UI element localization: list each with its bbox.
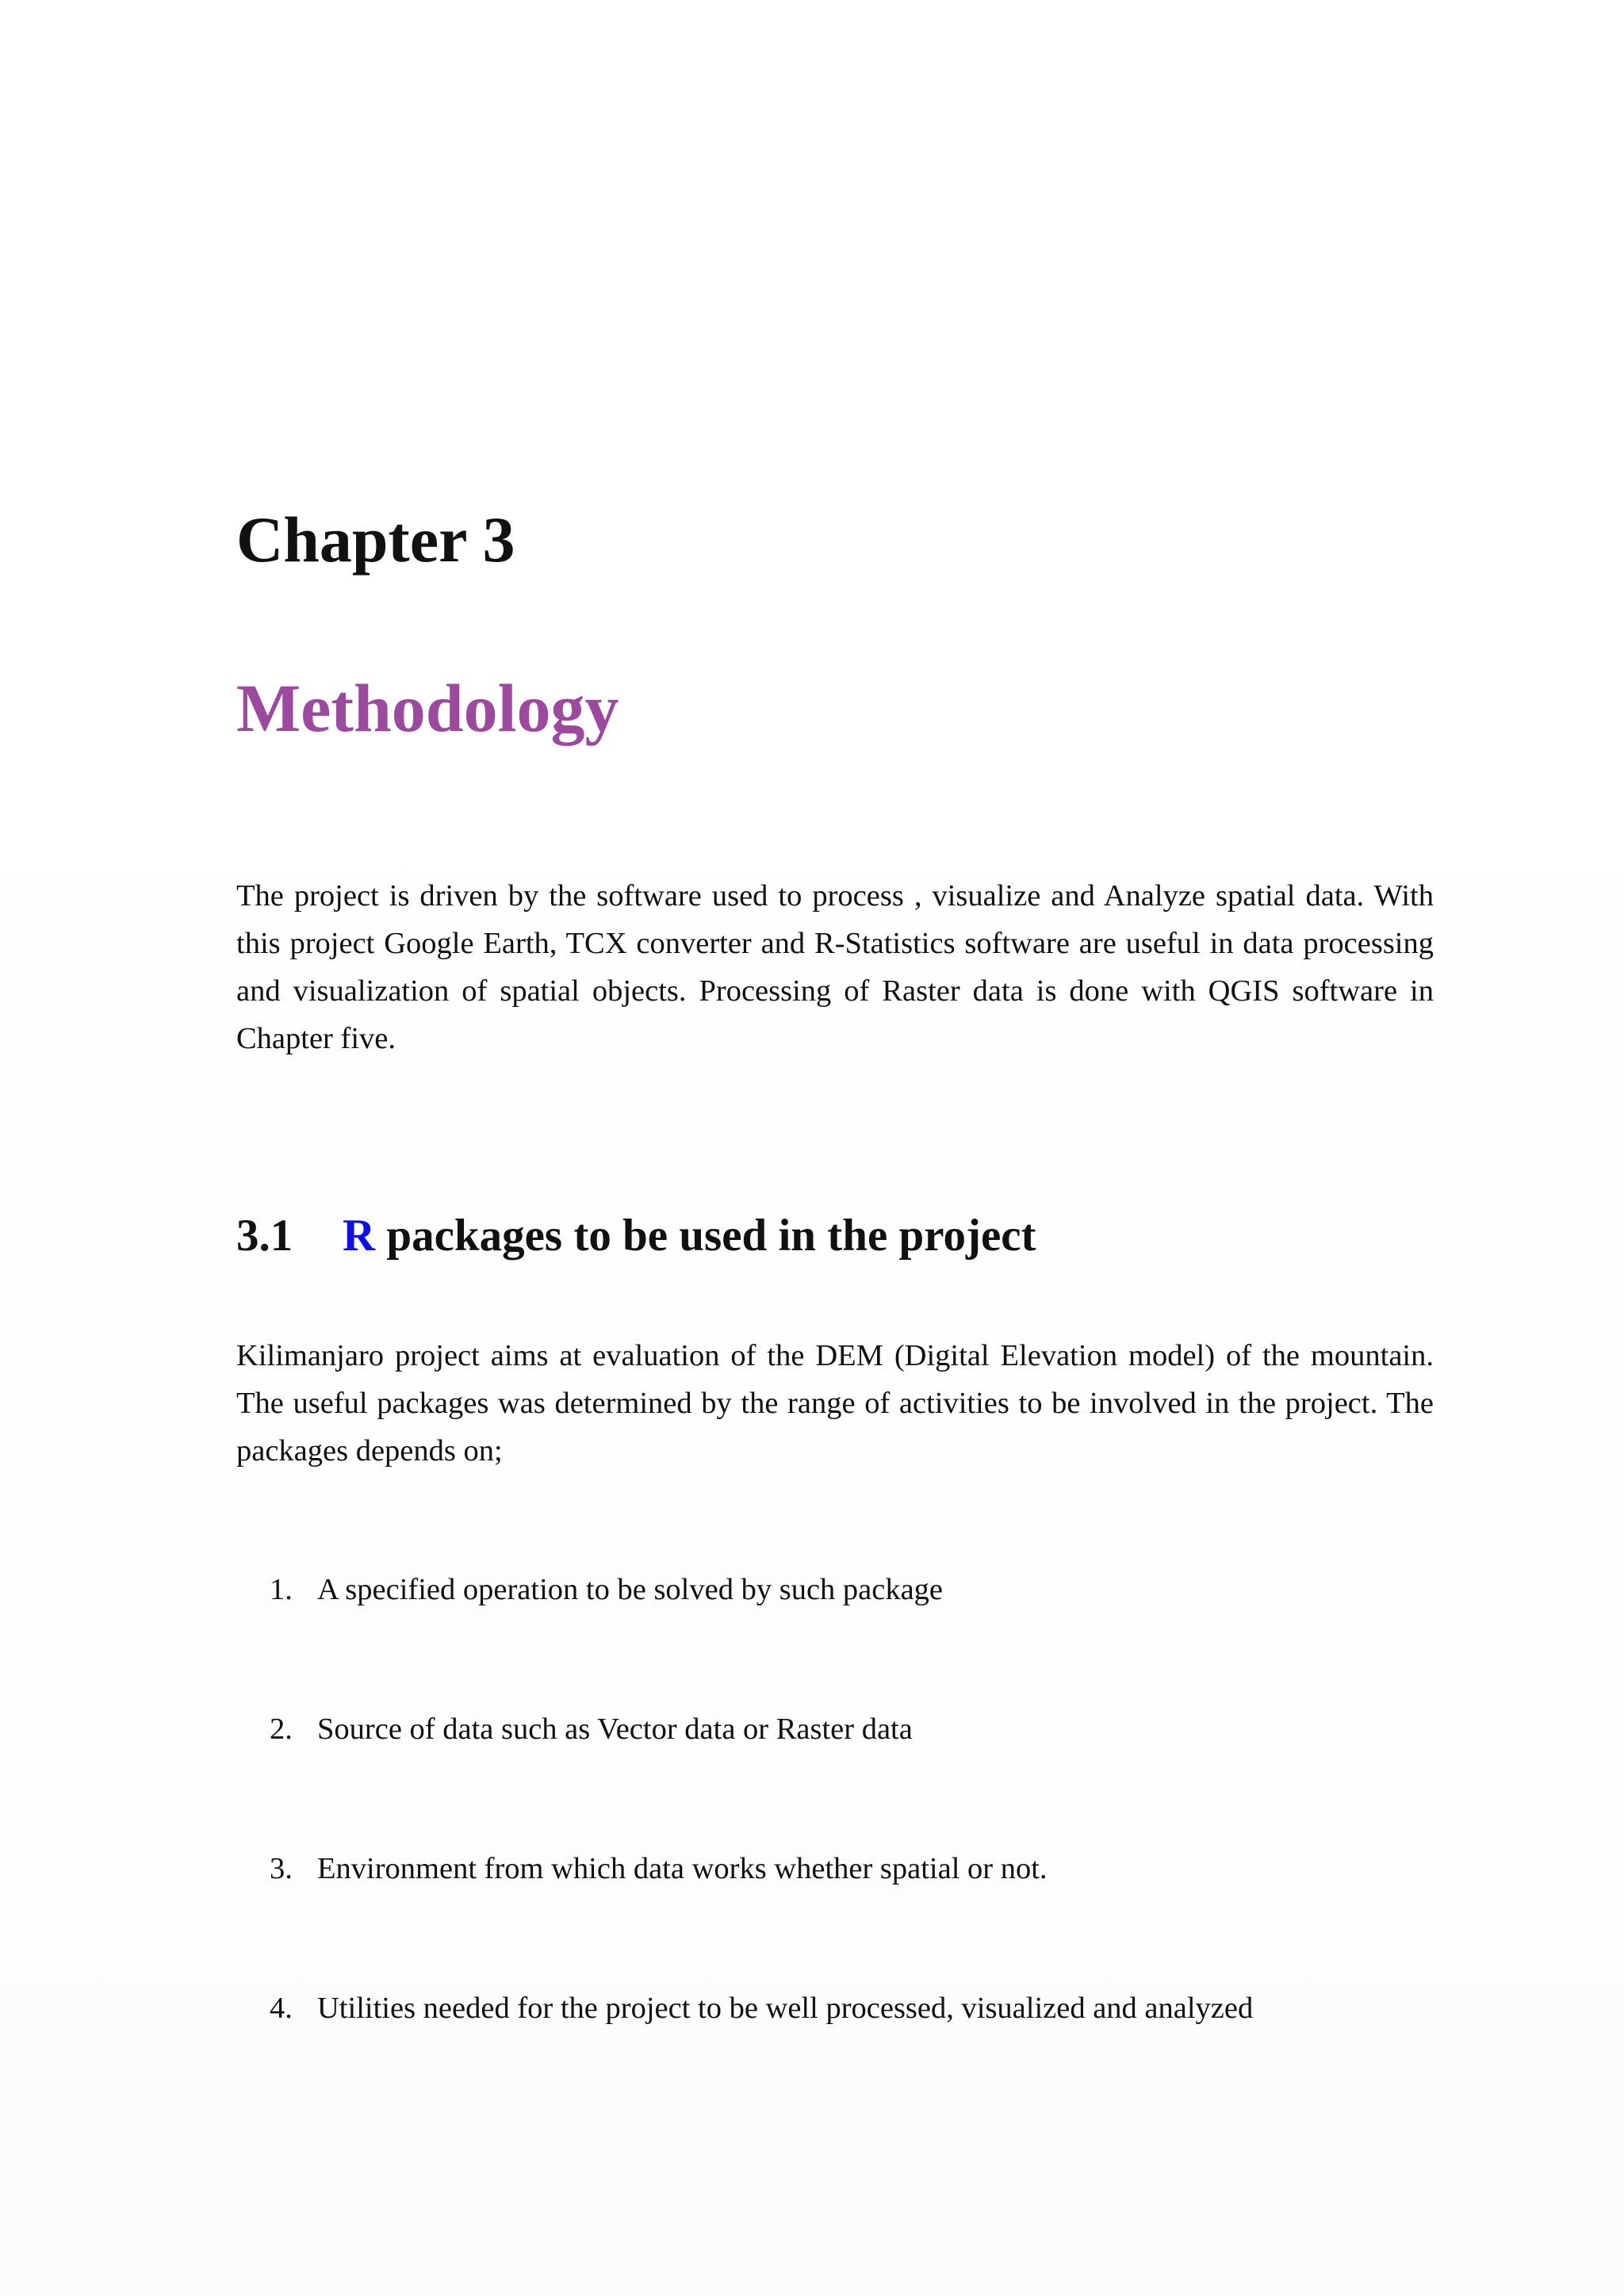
list-item — [270, 1984, 1253, 2032]
intro-paragraph: The project is driven by the software used to process , visualize and Analyze spatial data. With this project Google Earth, TCX converter and R-Statistics software are useful in data processing and visualization of spatial objects. Processing of Raster data is done with QGIS software in Chapter five. — [236, 879, 1434, 1055]
list-item-number: 4. — [270, 1992, 293, 2025]
list-item — [270, 1705, 1253, 1753]
list-item-text: A specified operation to be solved by such package — [317, 1573, 944, 1606]
list-item-text: Source of data such as Vector data or Raster data — [317, 1712, 913, 1746]
section-number: 3.1 — [236, 1211, 293, 1261]
chapter-title: Methodology — [236, 670, 619, 746]
list-item-number: 3. — [270, 1852, 293, 1885]
list-item — [270, 1566, 1253, 1613]
section-paragraph: Kilimanjaro project aims at evaluation of the DEM (Digital Elevation model) of the mountain. The useful packages was determined by the range of activities to be involved in the project. The packages depends on; — [236, 1339, 1434, 1468]
section-title-text: packages to be used in the project — [386, 1211, 1036, 1261]
list-item — [270, 1845, 1253, 1892]
list-item-number: 2. — [270, 1712, 293, 1746]
chapter-label: Chapter 3 — [236, 503, 515, 576]
r-link[interactable]: R — [343, 1211, 376, 1261]
list-item-number: 1. — [270, 1573, 293, 1606]
packages-criteria-list — [270, 1566, 1253, 2124]
list-item-text: Utilities needed for the project to be well processed, visualized and analyzed — [317, 1992, 1254, 2025]
section-heading — [236, 1211, 1036, 1261]
list-item-text: Environment from which data works whether spatial or not. — [317, 1852, 1048, 1885]
